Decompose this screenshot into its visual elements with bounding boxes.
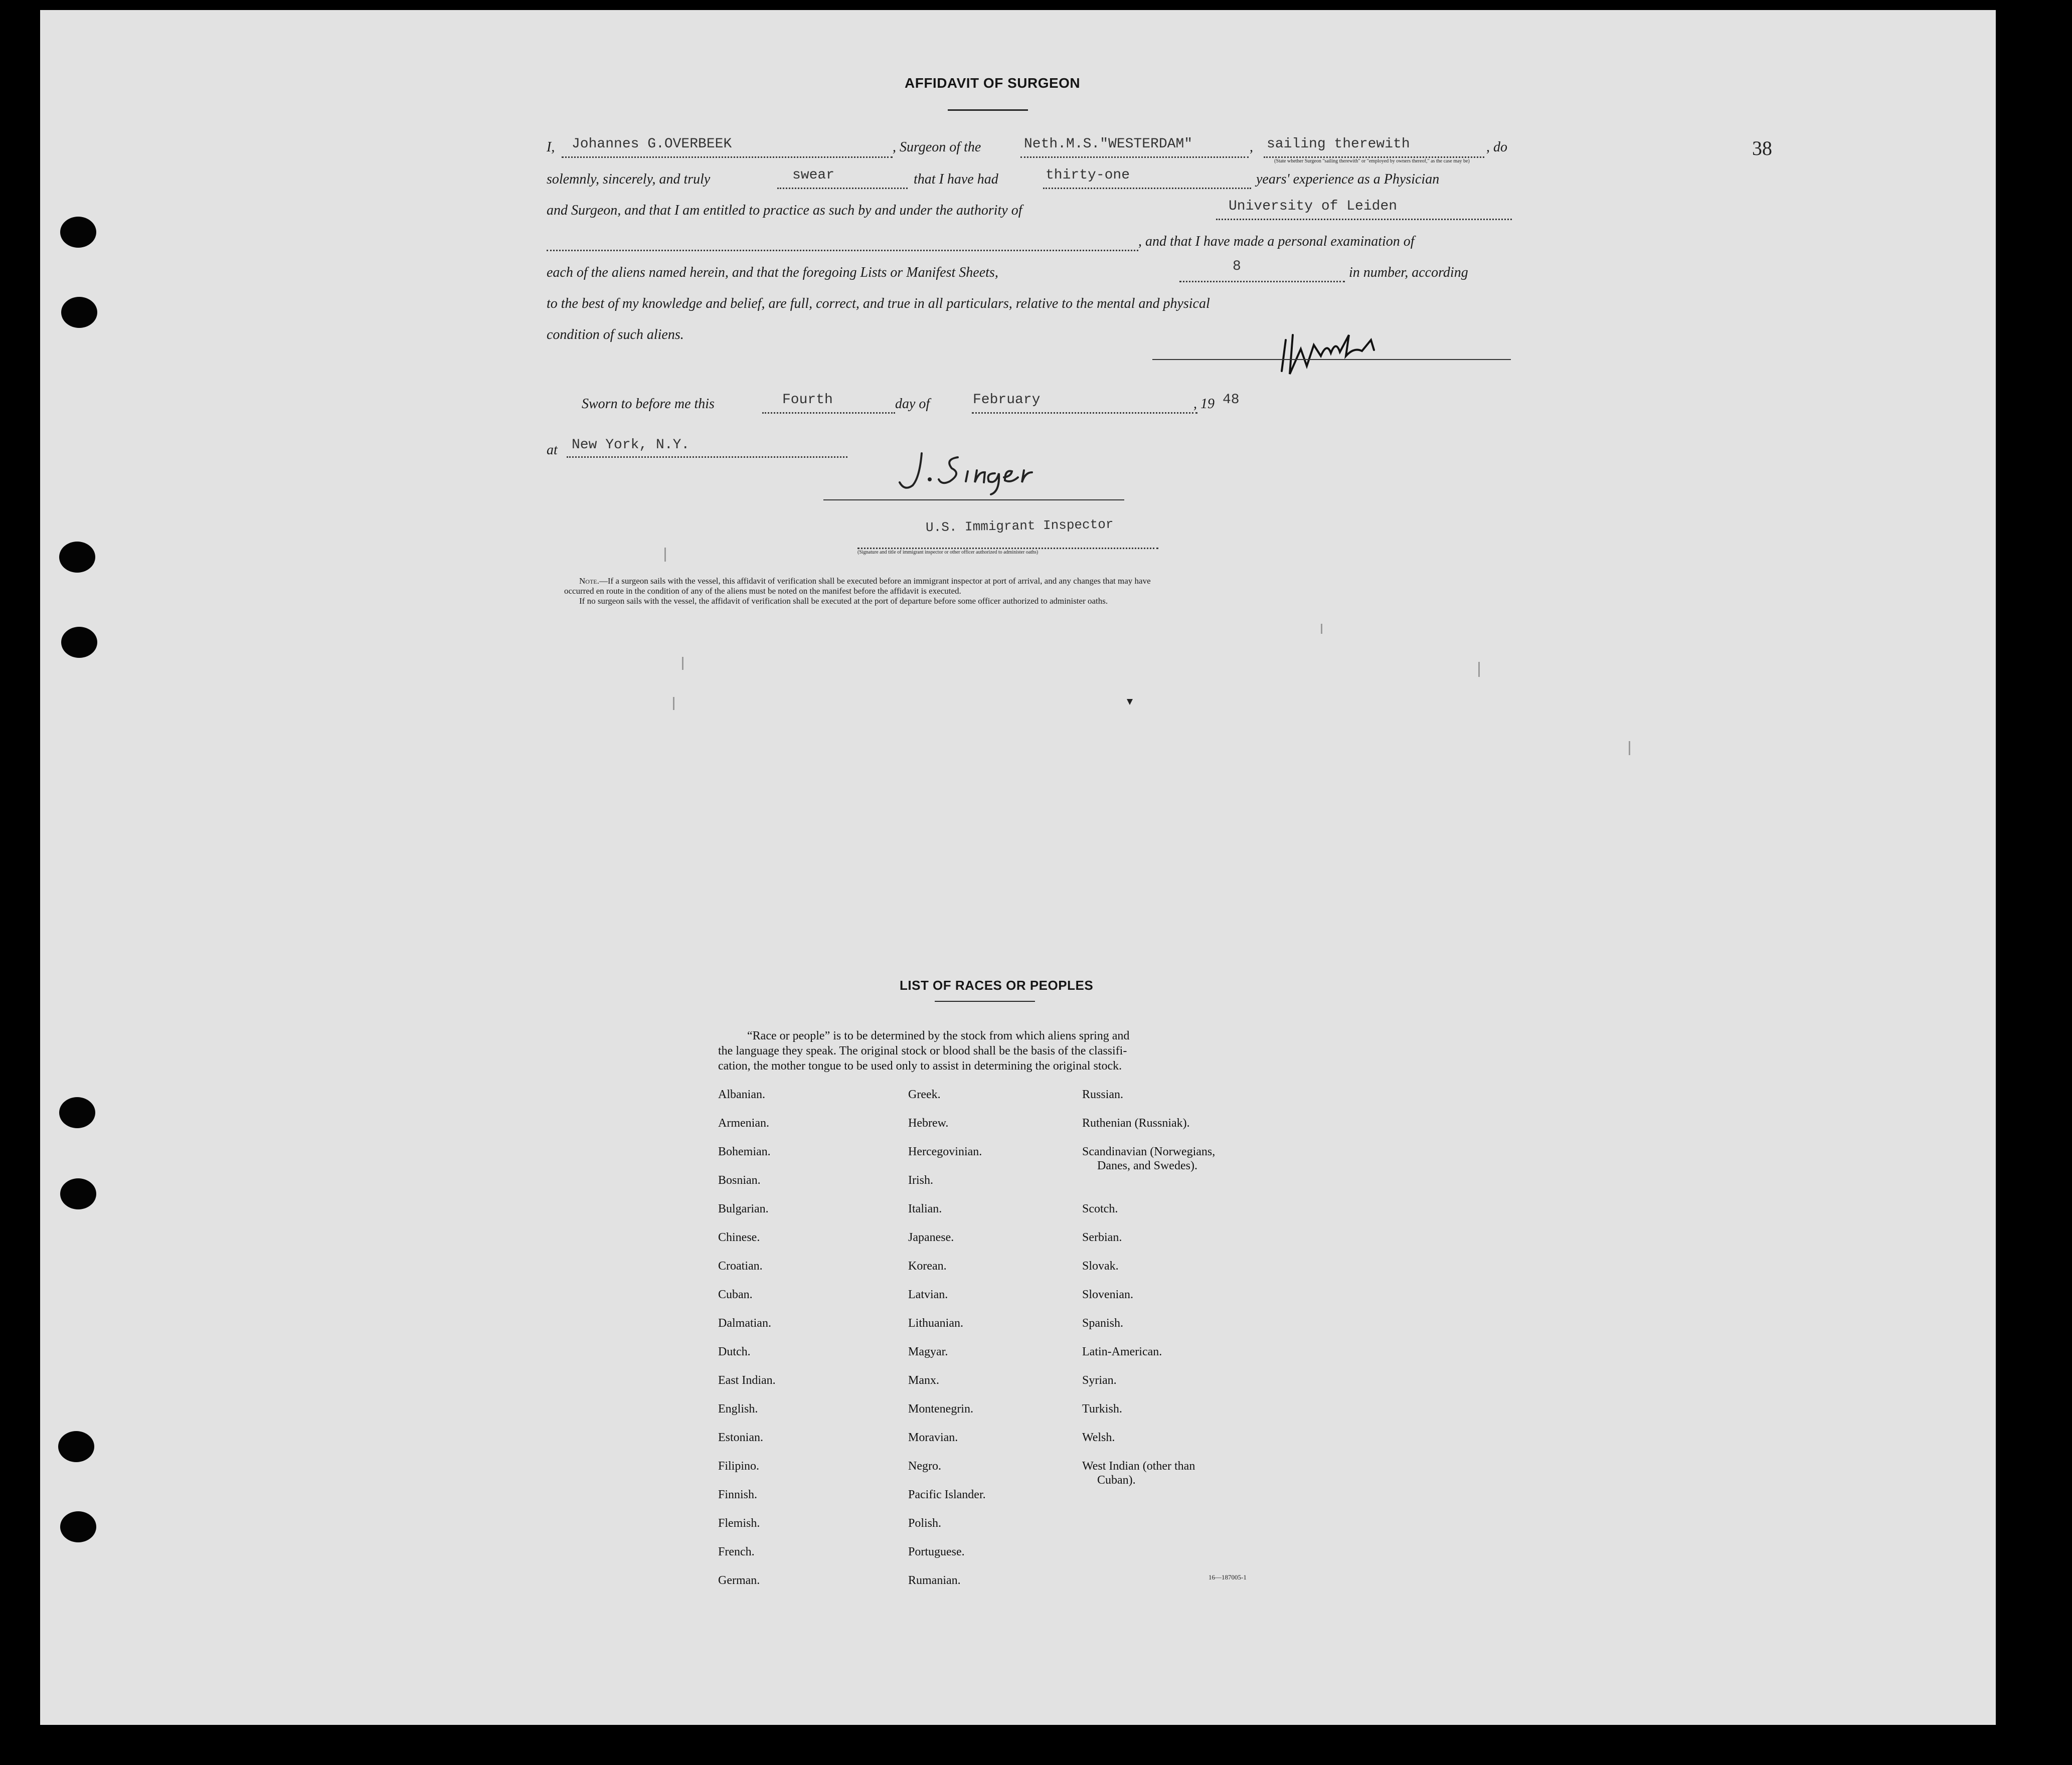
years-blank: [1043, 188, 1251, 189]
note-label: Note.: [579, 576, 599, 586]
sworn-year: 48: [1223, 392, 1240, 408]
sworn-mid: day of: [895, 396, 930, 412]
race-item: Irish.: [908, 1174, 933, 1187]
race-item: Negro.: [908, 1460, 941, 1473]
day-blank: [762, 412, 895, 414]
race-item: Filipino.: [718, 1460, 760, 1473]
race-item: Armenian.: [718, 1117, 769, 1130]
binder-hole: [58, 1431, 94, 1462]
name-blank: [562, 156, 893, 158]
scan-mark: [682, 657, 683, 670]
inspector-caption: (Signature and title of immigrant inspector or other officer authorized to administer oaths): [857, 550, 1039, 555]
sworn-month: February: [973, 392, 1041, 408]
race-item: Greek.: [908, 1088, 941, 1101]
race-item: Flemish.: [718, 1517, 760, 1530]
line5-pre: each of the aliens named herein, and that the foregoing Lists or Manifest Sheets,: [547, 265, 998, 280]
race-item: Japanese.: [908, 1231, 954, 1244]
authority-name: University of Leiden: [1229, 199, 1398, 214]
sailing-blank: [1264, 156, 1484, 158]
form-number: 16—187005-1: [1208, 1573, 1247, 1581]
authority-blank-2: [547, 250, 1138, 251]
races-title: LIST OF RACES OR PEOPLES: [900, 978, 1094, 993]
oath-word: swear: [792, 167, 835, 183]
inspector-signature-line: [823, 499, 1124, 500]
race-item: Bohemian.: [718, 1145, 771, 1158]
races-title-underline: [935, 1001, 1035, 1002]
race-item: Russian.: [1082, 1088, 1124, 1101]
race-item: Chinese.: [718, 1231, 760, 1244]
binder-hole: [61, 297, 97, 328]
race-item: Finnish.: [718, 1488, 758, 1501]
note-line1: [579, 577, 1151, 586]
race-item: Italian.: [908, 1202, 942, 1215]
ship-name: Neth.M.S."WESTERDAM": [1024, 136, 1193, 152]
race-item: Polish.: [908, 1517, 942, 1530]
surgeon-name: Johannes G.OVERBEEK: [572, 136, 732, 152]
race-item: Latvian.: [908, 1288, 948, 1301]
oath-blank: [777, 188, 908, 189]
document-page: [40, 10, 1996, 1725]
inspector-title-blank: [857, 548, 1158, 549]
line3-pre: and Surgeon, and that I am entitled to practice as such by and under the authority of: [547, 203, 1022, 218]
race-item: Portuguese.: [908, 1545, 965, 1558]
race-item: Estonian.: [718, 1431, 763, 1444]
affidavit-title: AFFIDAVIT OF SURGEON: [905, 75, 1081, 91]
race-item: Scandinavian (Norwegians,: [1082, 1145, 1216, 1158]
note-line2: occurred en route in the condition of any of the aliens must be noted on the manifest before the affidavit is executed.: [564, 586, 961, 596]
race-item: French.: [718, 1545, 755, 1558]
race-item: Bosnian.: [718, 1174, 761, 1187]
ship-blank: [1020, 156, 1249, 158]
scan-mark: [1478, 662, 1480, 677]
scan-mark: [664, 548, 666, 562]
race-item: Korean.: [908, 1260, 947, 1273]
race-item: Pacific Islander.: [908, 1488, 986, 1501]
race-item: East Indian.: [718, 1374, 776, 1387]
line2-mid: that I have had: [914, 171, 998, 187]
line7: condition of such aliens.: [547, 327, 684, 342]
binder-hole: [59, 542, 95, 573]
races-intro-3: cation, the mother tongue to be used only to assist in determining the original stock.: [718, 1060, 1122, 1073]
race-item: Welsh.: [1082, 1431, 1115, 1444]
scan-mark: [1321, 624, 1322, 634]
race-item: Hercegovinian.: [908, 1145, 982, 1158]
race-item: Serbian.: [1082, 1231, 1122, 1244]
line1-comma: ,: [1250, 139, 1253, 155]
race-item: Albanian.: [718, 1088, 765, 1101]
inspector-title: U.S. Immigrant Inspector: [925, 516, 1114, 536]
binder-hole: [60, 1511, 96, 1542]
races-intro-2: the language they speak. The original stock or blood shall be the basis of the classifi-: [718, 1044, 1127, 1057]
race-item: Montenegrin.: [908, 1402, 973, 1416]
race-item: Ruthenian (Russniak).: [1082, 1117, 1190, 1130]
race-item: Rumanian.: [908, 1574, 961, 1587]
race-item: Latin-American.: [1082, 1345, 1162, 1358]
line6: to the best of my knowledge and belief, are full, correct, and true in all particulars, relative to the mental and physical: [547, 296, 1210, 311]
race-item: Cuban.: [718, 1288, 753, 1301]
binder-hole: [60, 217, 96, 248]
place-blank: [567, 456, 847, 458]
sworn-year-prefix: , 19: [1193, 396, 1215, 412]
race-item: Dutch.: [718, 1345, 751, 1358]
page-number: 38: [1752, 137, 1772, 159]
title-underline: [948, 109, 1028, 111]
binder-hole: [61, 627, 97, 658]
sheet-count: 8: [1233, 259, 1241, 274]
race-item: Hebrew.: [908, 1117, 949, 1130]
scan-mark: [673, 697, 674, 710]
race-item: Lithuanian.: [908, 1317, 963, 1330]
line1-post: , do: [1486, 139, 1507, 155]
race-item: German.: [718, 1574, 760, 1587]
scan-mark: [1629, 741, 1630, 755]
line4-post: , and that I have made a personal examination of: [1138, 234, 1415, 249]
race-item: Syrian.: [1082, 1374, 1117, 1387]
line2-pre: solemnly, sincerely, and truly: [547, 171, 711, 187]
race-item: Danes, and Swedes).: [1097, 1159, 1197, 1172]
race-item: Moravian.: [908, 1431, 958, 1444]
race-item: Manx.: [908, 1374, 939, 1387]
surgeon-signature: [1279, 320, 1399, 380]
scan-mark: [1127, 699, 1133, 705]
sailing-status: sailing therewith: [1267, 136, 1410, 152]
race-item: Slovenian.: [1082, 1288, 1133, 1301]
note-line1-text: —If a surgeon sails with the vessel, this affidavit of verification shall be executed before an immigrant inspector at port of arrival, and any changes that may have: [599, 576, 1151, 586]
race-item: Bulgarian.: [718, 1202, 769, 1215]
binder-hole: [59, 1097, 95, 1128]
race-item: Cuban).: [1097, 1474, 1136, 1487]
line2-post: years' experience as a Physician: [1256, 171, 1440, 187]
race-item: Turkish.: [1082, 1402, 1122, 1416]
sheets-blank: [1179, 281, 1345, 282]
line1-pre: I,: [547, 139, 555, 155]
state-note: (State whether Surgeon "sailing therewith" or "employed by owners thereof," as the case may be): [1274, 158, 1470, 164]
sworn-place: New York, N.Y.: [572, 437, 690, 453]
inspector-signature: [893, 442, 1043, 497]
race-item: Croatian.: [718, 1260, 763, 1273]
race-item: Scotch.: [1082, 1202, 1118, 1215]
month-blank: [972, 412, 1197, 414]
binder-hole: [60, 1178, 96, 1209]
note-line3: If no surgeon sails with the vessel, the affidavit of verification shall be executed at the port of departure before some officer authorized to administer oaths.: [579, 596, 1108, 606]
race-item: Slovak.: [1082, 1260, 1119, 1273]
race-item: West Indian (other than: [1082, 1460, 1195, 1473]
sworn-day: Fourth: [782, 392, 833, 408]
surgeon-signature-line: [1152, 359, 1511, 360]
race-item: Magyar.: [908, 1345, 948, 1358]
line1-mid: , Surgeon of the: [893, 139, 981, 155]
at-label: at: [547, 442, 558, 458]
authority-blank: [1216, 219, 1512, 220]
race-item: Dalmatian.: [718, 1317, 771, 1330]
races-intro-1: “Race or people” is to be determined by the stock from which aliens spring and: [747, 1029, 1130, 1042]
race-item: Spanish.: [1082, 1317, 1124, 1330]
line5-post: in number, according: [1349, 265, 1468, 280]
sworn-pre: Sworn to before me this: [582, 396, 715, 412]
years-experience: thirty-one: [1046, 167, 1130, 183]
race-item: English.: [718, 1402, 758, 1416]
